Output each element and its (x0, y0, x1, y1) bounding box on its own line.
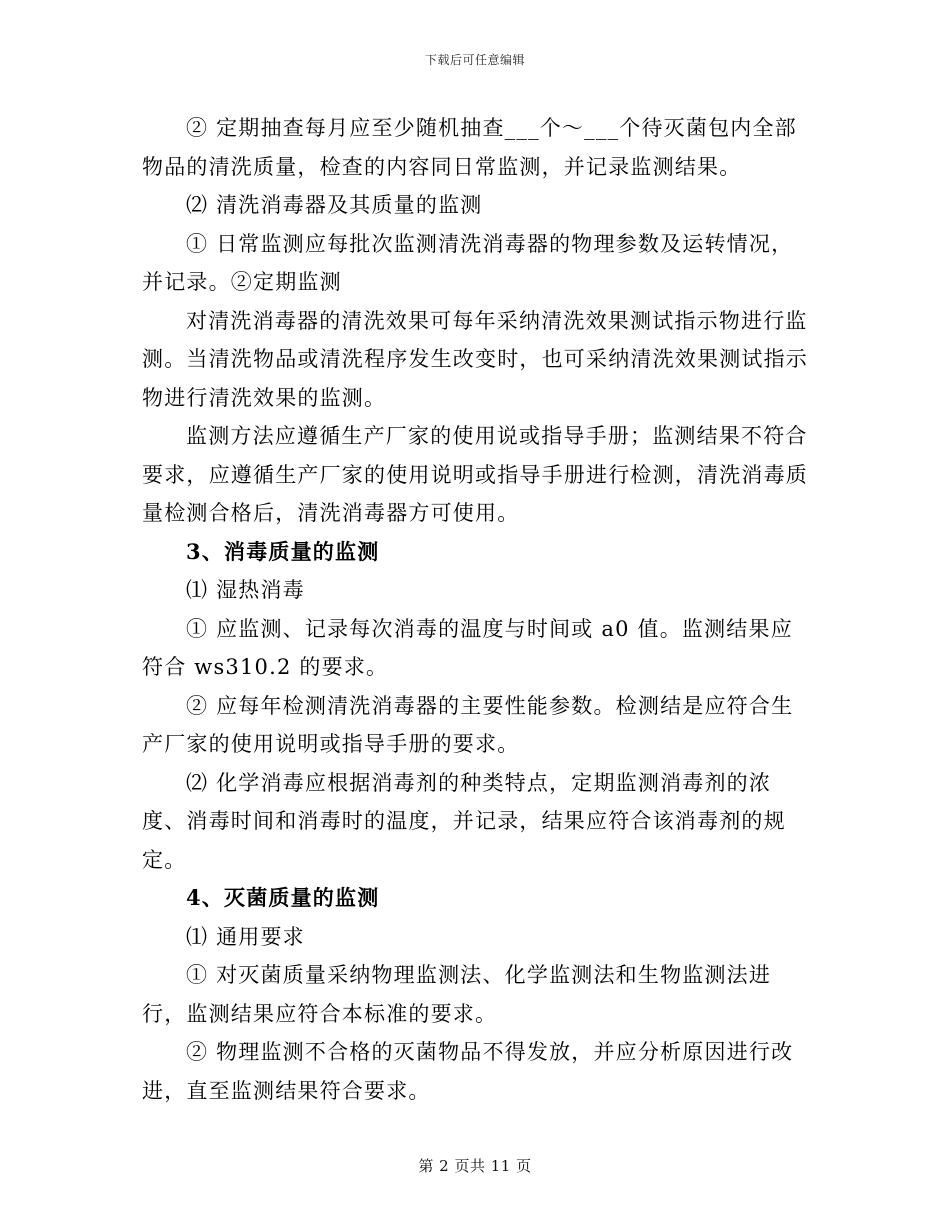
paragraph-general-requirements-heading: ⑴ 通用要求 (186, 924, 305, 949)
paragraph-daily-monitoring: ① 日常监测应每批次监测清洗消毒器的物理参数及运转情况，并记录。②定期监测 (142, 231, 794, 294)
paragraph-moist-heat-heading: ⑴ 湿热消毒 (186, 578, 305, 602)
page-number-footer: 第 2 页共 11 页 (418, 1157, 532, 1175)
section-heading-disinfection-quality: 3、消毒质量的监测 (186, 538, 380, 564)
section-heading-sterilization-quality: 4、灭菌质量的监测 (186, 885, 380, 910)
paragraph-spot-check: ② 定期抽查每月应至少随机抽查___个～___个待灭菌包内全部物品的清洗质量，检查的内容同日常监测，并记录监测结果。 (142, 116, 797, 179)
paragraph-washer-disinfector-heading: ⑵ 清洗消毒器及其质量的监测 (186, 193, 483, 217)
page-header-note: 下载后可任意编辑 (424, 53, 525, 67)
paragraph-monitoring-method: 监测方法应遵循生产厂家的使用说或指导手册；监测结果不符合要求，应遵循生产厂家的使用说明或指导手册进行检测，清洗消毒质量检测合格后，清洗消毒器方可使用。 (142, 424, 808, 525)
paragraph-physical-monitoring: ② 物理监测不合格的灭菌物品不得发放，并应分析原因进行改进，直至监测结果符合要求。 (142, 1040, 794, 1103)
paragraph-monitoring-methods: ① 对灭菌质量采纳物理监测法、化学监测法和生物监测法进行，监测结果应符合本标准的要求。 (142, 963, 772, 1026)
paragraph-temperature-time: ① 应监测、记录每次消毒的温度与时间或 a0 值。监测结果应符合 ws310.2 的要求。 (142, 616, 793, 679)
document-body (142, 109, 814, 1110)
paragraph-chemical-disinfection: ⑵ 化学消毒应根据消毒剂的种类特点，定期监测消毒剂的浓度、消毒时间和消毒时的温度，并记录，结果应符合该消毒剂的规定。 (142, 770, 786, 872)
paragraph-cleaning-effect: 对清洗消毒器的清洗效果可每年采纳清洗效果测试指示物进行监测。当清洗物品或清洗程序发生改变时，也可采纳清洗效果测试指示物进行清洗效果的监测。 (142, 308, 808, 410)
paragraph-performance-params: ② 应每年检测清洗消毒器的主要性能参数。检测结是应符合生产厂家的使用说明或指导手册的要求。 (142, 693, 794, 756)
